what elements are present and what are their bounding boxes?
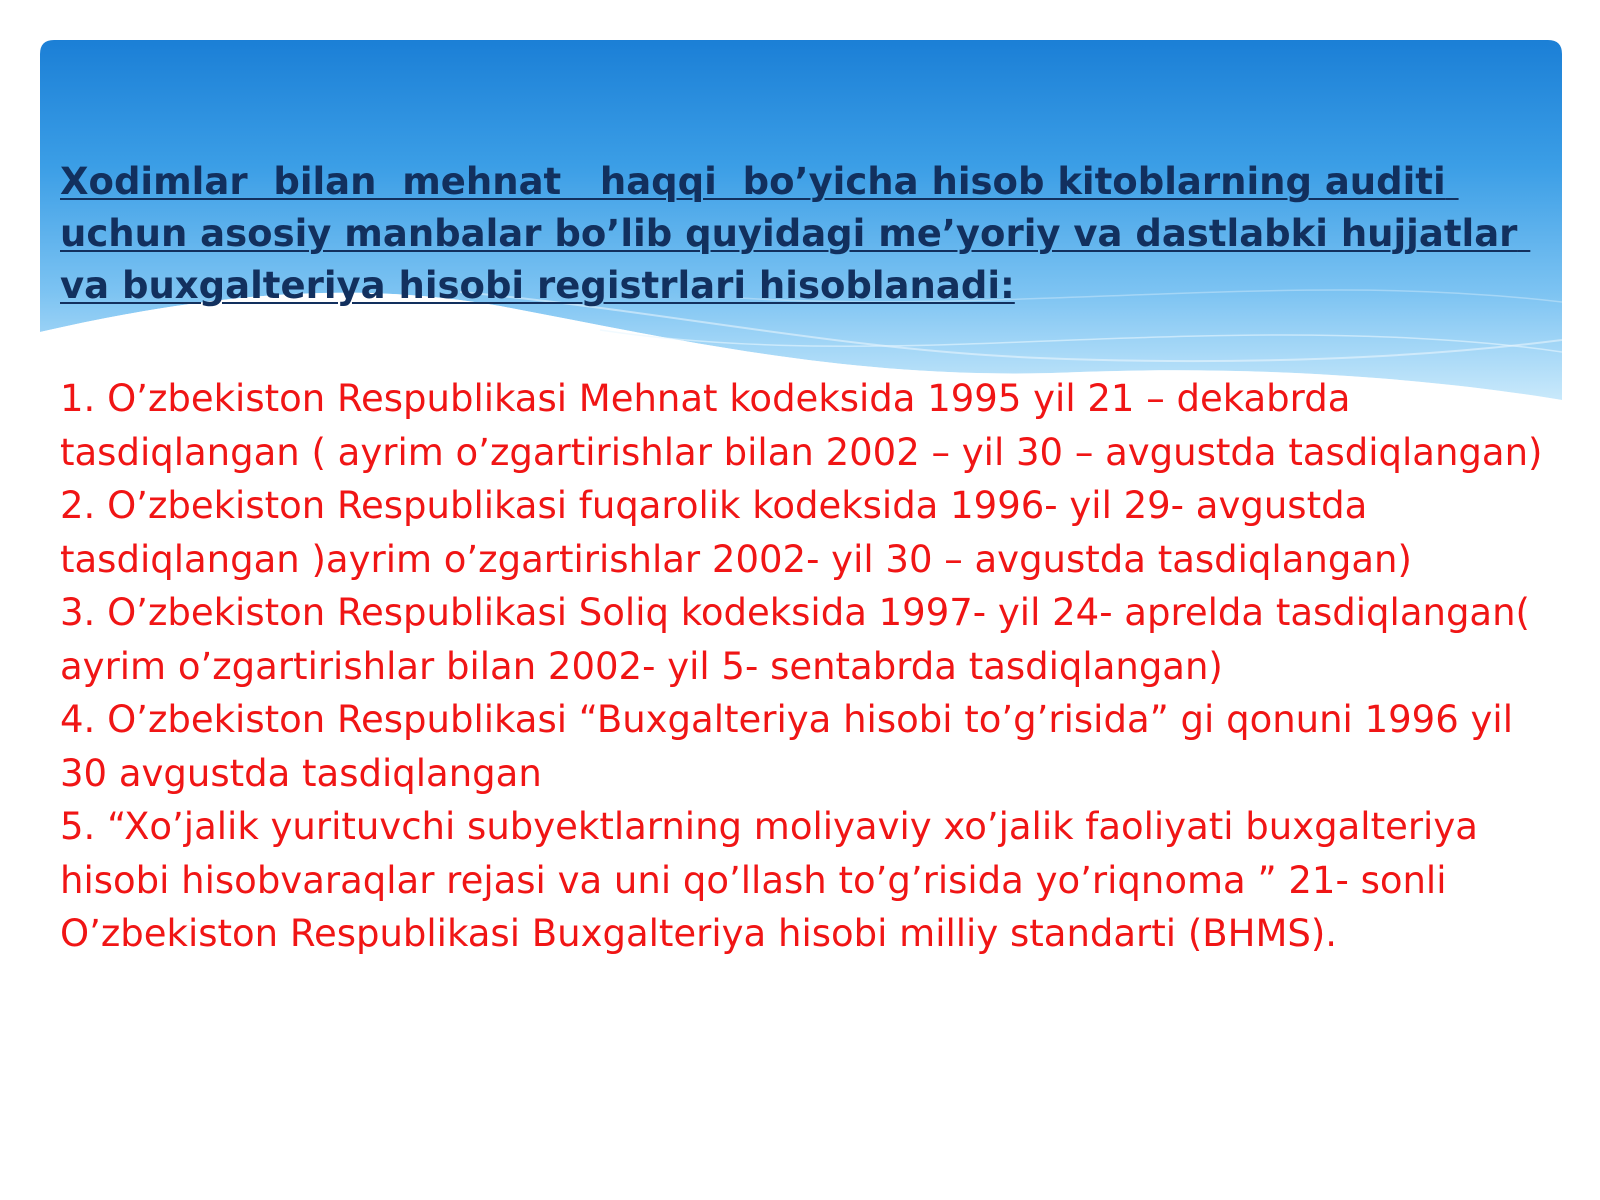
- list-item: [60, 372, 1560, 479]
- list-item: [60, 586, 1560, 693]
- sources-list: [60, 372, 1560, 961]
- slide-content: [60, 156, 1560, 961]
- list-item-text: 3. O’zbekiston Respublikasi Soliq kodeksida 1997- yil 24- aprelda tasdiqlangan( ayrim o’zgartirishlar bilan 2002- yil 5- sentabrda tasdiqlangan): [60, 591, 1530, 688]
- list-item-text: 1. O’zbekiston Respublikasi Mehnat kodeksida 1995 yil 21 – dekabrda tasdiqlangan ( ayrim o’zgartirishlar bilan 2002 – yil 30 – avgustda tasdiqlangan): [60, 377, 1543, 474]
- list-item-text: 2. O’zbekiston Respublikasi fuqarolik kodeksida 1996- yil 29- avgustda tasdiqlangan )ayrim o’zgartirishlar 2002- yil 30 – avgustda tasdiqlangan): [60, 484, 1412, 581]
- list-item-text: 4. O’zbekiston Respublikasi “Buxgalteriya hisobi to’g’risida” gi qonuni 1996 yil 30 avgustda tasdiqlangan: [60, 698, 1513, 795]
- slide-heading: Xodimlar bilan mehnat haqqi bo’yicha hisob kitoblarning auditi uchun asosiy manbalar bo’lib quyidagi me’yoriy va dastlabki hujjatlar va buxgalteriya hisobi registrlari hisoblanadi:: [60, 160, 1531, 307]
- list-item: [60, 800, 1560, 961]
- list-item: [60, 479, 1560, 586]
- list-item-text: 5. “Xo’jalik yurituvchi subyektlarning moliyaviy xo’jalik faoliyati buxgalteriya hisobi hisobvaraqlar rejasi va uni qo’llash to’g’risida yo’riqnoma ” 21- sonli O’zbekiston Respublikasi Buxgalteriya hisobi milliy standarti (BHMS).: [60, 805, 1478, 955]
- list-item: [60, 693, 1560, 800]
